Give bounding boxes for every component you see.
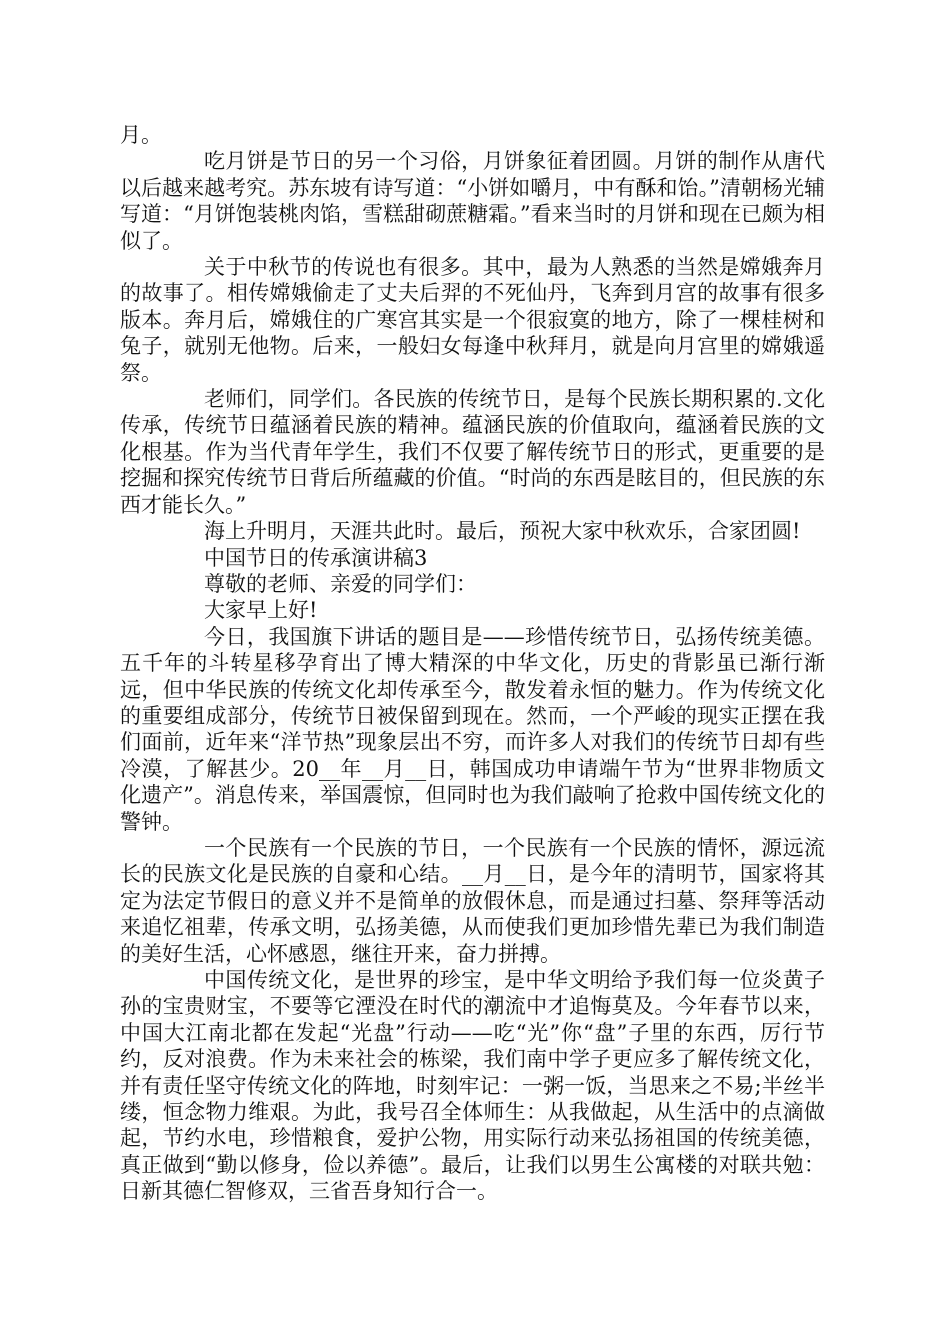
document-body xyxy=(120,122,825,1205)
paragraph-0: 月。 xyxy=(120,123,162,147)
paragraph-1: 吃月饼是节日的另一个习俗，月饼象征着团圆。月饼的制作从唐代以后越来越考究。苏东坡有诗写道：“小饼如嚼月，中有酥和饴。”清朝杨光辅写道：“月饼饱装桃肉馅，雪糕甜砌蔗糖霜。”看来当时的月饼和现在已颇为相似了。 xyxy=(120,149,825,253)
salutation: 尊敬的老师、亲爱的同学们： xyxy=(204,571,477,596)
paragraph-10: 中国传统文化，是世界的珍宝，是中华文明给予我们每一位炎黄子孙的宝贵财宝，不要等它湮没在时代的潮流中才追悔莫及。今年春节以来，中国大江南北都在发起“光盘”行动——吃“光”你“盘”子里的东西，厉行节约，反对浪费。作为未来社会的栋梁，我们南中学子更应多了解传统文化，并有责任坚守传统文化的阵地，时刻牢记：一粥一饭，当思来之不易;半丝半缕，恒念物力维艰。为此，我号召全体师生：从我做起，从生活中的点滴做起，节约水电，珍惜粮食，爱护公物，用实际行动来弘扬祖国的传统美德，真正做到“勤以修身，俭以养德”。最后，让我们以男生公寓楼的对联共勉：日新其德仁智修双，三省吾身知行合一。 xyxy=(120,968,825,1204)
section-title: 中国节日的传承演讲稿3 xyxy=(204,545,428,570)
paragraph-9: 一个民族有一个民族的节日，一个民族有一个民族的情怀，源远流长的民族文化是民族的自豪和心结。__月__日，是今年的清明节，国家将其定为法定节假日的意义并不是简单的放假休息，而是通过扫墓、祭拜等活动来追忆祖辈，传承文明，弘扬美德，从而使我们更加珍惜先辈已为我们制造的美好生活，心怀感恩，继往开来，奋力拼搏。 xyxy=(120,835,825,966)
paragraph-8: 今日，我国旗下讲话的题目是——珍惜传统节日，弘扬传统美德。 五千年的斗转星移孕育出了博大精深的中华文化，历史的背影虽已渐行渐远，但中华民族的传统文化却传承至今，散发着永恒的魅力。作为传统文化的重要组成部分，传统节日被保留到现在。然而，一个严峻的现实正摆在我们面前，近年来“洋节热”现象层出不穷，而许多人对我们的传统节日却有些冷漠，了解甚少。20__年__月__日，韩国成功申请端午节为“世界非物质文化遗产”。消息传来，举国震惊，但同时也为我们敲响了抢救中国传统文化的警钟。 xyxy=(120,624,825,834)
paragraph-2: 关于中秋节的传说也有很多。其中，最为人熟悉的当然是嫦娥奔月的故事了。相传嫦娥偷走了丈夫后羿的不死仙丹，飞奔到月宫的故事有很多版本。奔月后，嫦娥住的广寒宫其实是一个很寂寞的地方，除了一棵桂树和兔子，就别无他物。后来，一般妇女每逢中秋拜月，就是向月宫里的嫦娥遥祭。 xyxy=(120,255,825,385)
paragraph-4: 海上升明月，天涯共此时。最后，预祝大家中秋欢乐，合家团圆! xyxy=(204,519,801,544)
greeting: 大家早上好! xyxy=(204,598,318,623)
paragraph-3: 老师们，同学们。各民族的传统节日，是每个民族长期积累的.文化传承，传统节日蕴涵着民族的精神。蕴涵民族的价值取向，蕴涵着民族的文化根基。作为当代青年学生，我们不仅要了解传统节日的形式，更重要的是挖掘和探究传统节日背后所蕴藏的价值。“时尚的东西是眩目的，但民族的东西才能长久。” xyxy=(120,387,825,517)
